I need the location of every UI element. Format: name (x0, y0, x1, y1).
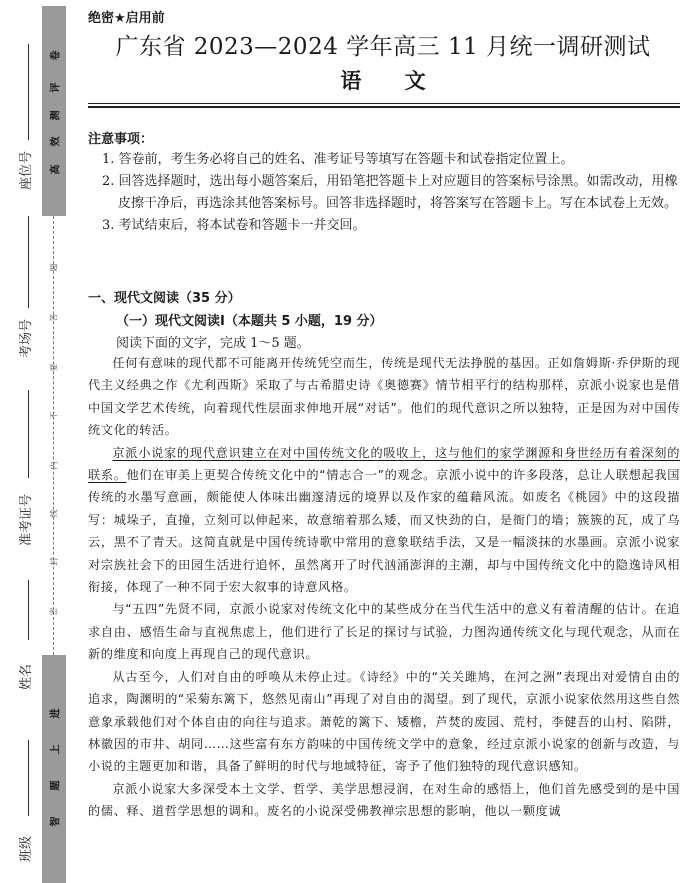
seal-char: 要 (49, 363, 59, 372)
note-item: 1. 答卷前，考生务必将自己的姓名、准考证号等填写在答题卡和试卷指定位置上。 (102, 152, 574, 167)
notes-heading: 注意事项： (88, 132, 154, 147)
reading-instruction: 阅读下面的文字，完成 1～5 题。 (116, 336, 310, 351)
seal-char: 线 (49, 509, 59, 518)
band-char: 题 (50, 780, 62, 791)
binding-margin: 卷 评 测 效 高 题 答 要 不 内 线 封 密 进 上 题 智 座位号 考场号 准考证号 姓名 班级 (0, 0, 78, 883)
underlined-sentence: 京派小说家的现代意识建立在对中国传统文化的吸收上，这与他们的家学渊源和身世经历有着深刻的联系。 (88, 445, 680, 483)
seal-char: 不 (49, 411, 59, 420)
gray-band-bottom (42, 655, 66, 883)
exam-title: 广东省 2023—2024 学年高三 11 月统一调研测试 (115, 34, 651, 60)
seal-char: 封 (49, 557, 59, 566)
section-heading: 一、现代文阅读（35 分） (88, 291, 241, 306)
band-char: 评 (50, 82, 62, 93)
passage-paragraph: 京派小说家大多深受本土文学、哲学、美学思想浸润，在对生命的感悟上，他们首先感受到的是中国的儒、释、道哲学思想的调和。废名的小说深受佛教禅宗思想的影响，他以一颗度诚 (88, 781, 680, 819)
header-rule-thick (88, 106, 680, 108)
reading-passage (88, 352, 680, 823)
subsection-heading: （一）现代文阅读Ⅰ（本题共 5 小题，19 分） (116, 314, 383, 329)
band-char: 进 (50, 708, 62, 719)
band-char: 智 (50, 816, 62, 827)
band-char: 测 (50, 110, 62, 121)
note-item: 3. 考试结束后，将本试卷和答题卡一并交回。 (102, 218, 366, 233)
passage-paragraph: 任何有意味的现代都不可能离开传统凭空而生，传统是现代无法挣脱的基因。正如詹姆斯·乔伊斯的现代主义经典之作《尤利西斯》采取了与古希腊史诗《奥德赛》情节相平行的结构那样，京派小说家也是借中国文学艺术传统，向着现代性层面求伸地开展“对话”。他们的现代意识之所以独特，正是因为对中国传统文化的转活。 (88, 356, 680, 438)
confidential-mark: 绝密★启用前 (88, 11, 165, 26)
passage-paragraph: 从古至今，人们对自由的呼唤从未停止过。《诗经》中的“关关雎鸠，在河之洲”表现出对爱情自由的追求，陶渊明的“采菊东篱下，悠然见南山”再现了对自由的渴望。到了现代，京派小说家依然用这些自然意象承载他们对个体自由的向往与追求。萧乾的篱下、矮檐，芦焚的废园、荒村，李健吾的山村、陷阱，林徽因的市井、胡同……这些富有东方韵味的中国传统文学中的意象，经过京派小说家的创新与改造，与小说的主题更加和谐，具备了鲜明的时代与地域特征，寄予了他们独特的现代意识感知。 (88, 669, 680, 774)
paragraph-text: 他们在审美上更契合传统文化中的“情志合一”的观念。京派小说中的许多段落，总让人联想起我国传统的水墨写意画，颇能使人体味出幽邃清远的境界以及作家的蕴藉风流。如废名《桃园》中的这段描写：城垛子，直撞，立刻可以伸起来，故意缩着那么矮，而又快劲的白，是衙门的墙；簇簇的瓦，成了乌云，黑不了青天。这简直就是中国传统诗歌中常用的意象联结手法，又是一幅淡抹的水墨画。京派小说家对宗族社会下的田园生活进行追怀，虽然离开了时代汹涌澎湃的主潮，却与中国传统文化中的隐逸诗风相衔接，体现了一种不同于宏大叙事的诗意风格。 (88, 468, 680, 595)
subject-title: 语 文 (340, 69, 444, 93)
seal-char: 题 (49, 263, 59, 272)
header-rule-thin (88, 103, 680, 104)
passage-paragraph: 与“五四”先贤不同，京派小说家对传统文化中的某些成分在当代生活中的意义有着清醒的估计。在追求自由、感悟生命与直视焦虑上，他们进行了长足的探讨与试验，力图沟通传统文化与现代观念，从而在新的维度和向度上再现自己的现代意识。 (88, 602, 680, 662)
seal-char: 答 (49, 313, 59, 322)
seal-char: 密 (49, 607, 59, 616)
band-char: 高 (50, 164, 62, 175)
passage-paragraph (88, 442, 680, 599)
seal-line (53, 216, 54, 655)
note-item: 2. 回答选择题时，选出每小题答案后，用铅笔把答题卡上对应题目的答案标号涂黑。如需改动，用橡皮擦干净后，再选涂其他答案标号。回答非选择题时，将答案写在答题卡上。写在本试卷上无效。 (102, 174, 678, 211)
seal-char: 内 (49, 461, 59, 470)
notes-list (102, 149, 680, 237)
band-char: 效 (50, 136, 62, 147)
band-char: 上 (50, 744, 62, 755)
band-char: 卷 (50, 50, 62, 61)
